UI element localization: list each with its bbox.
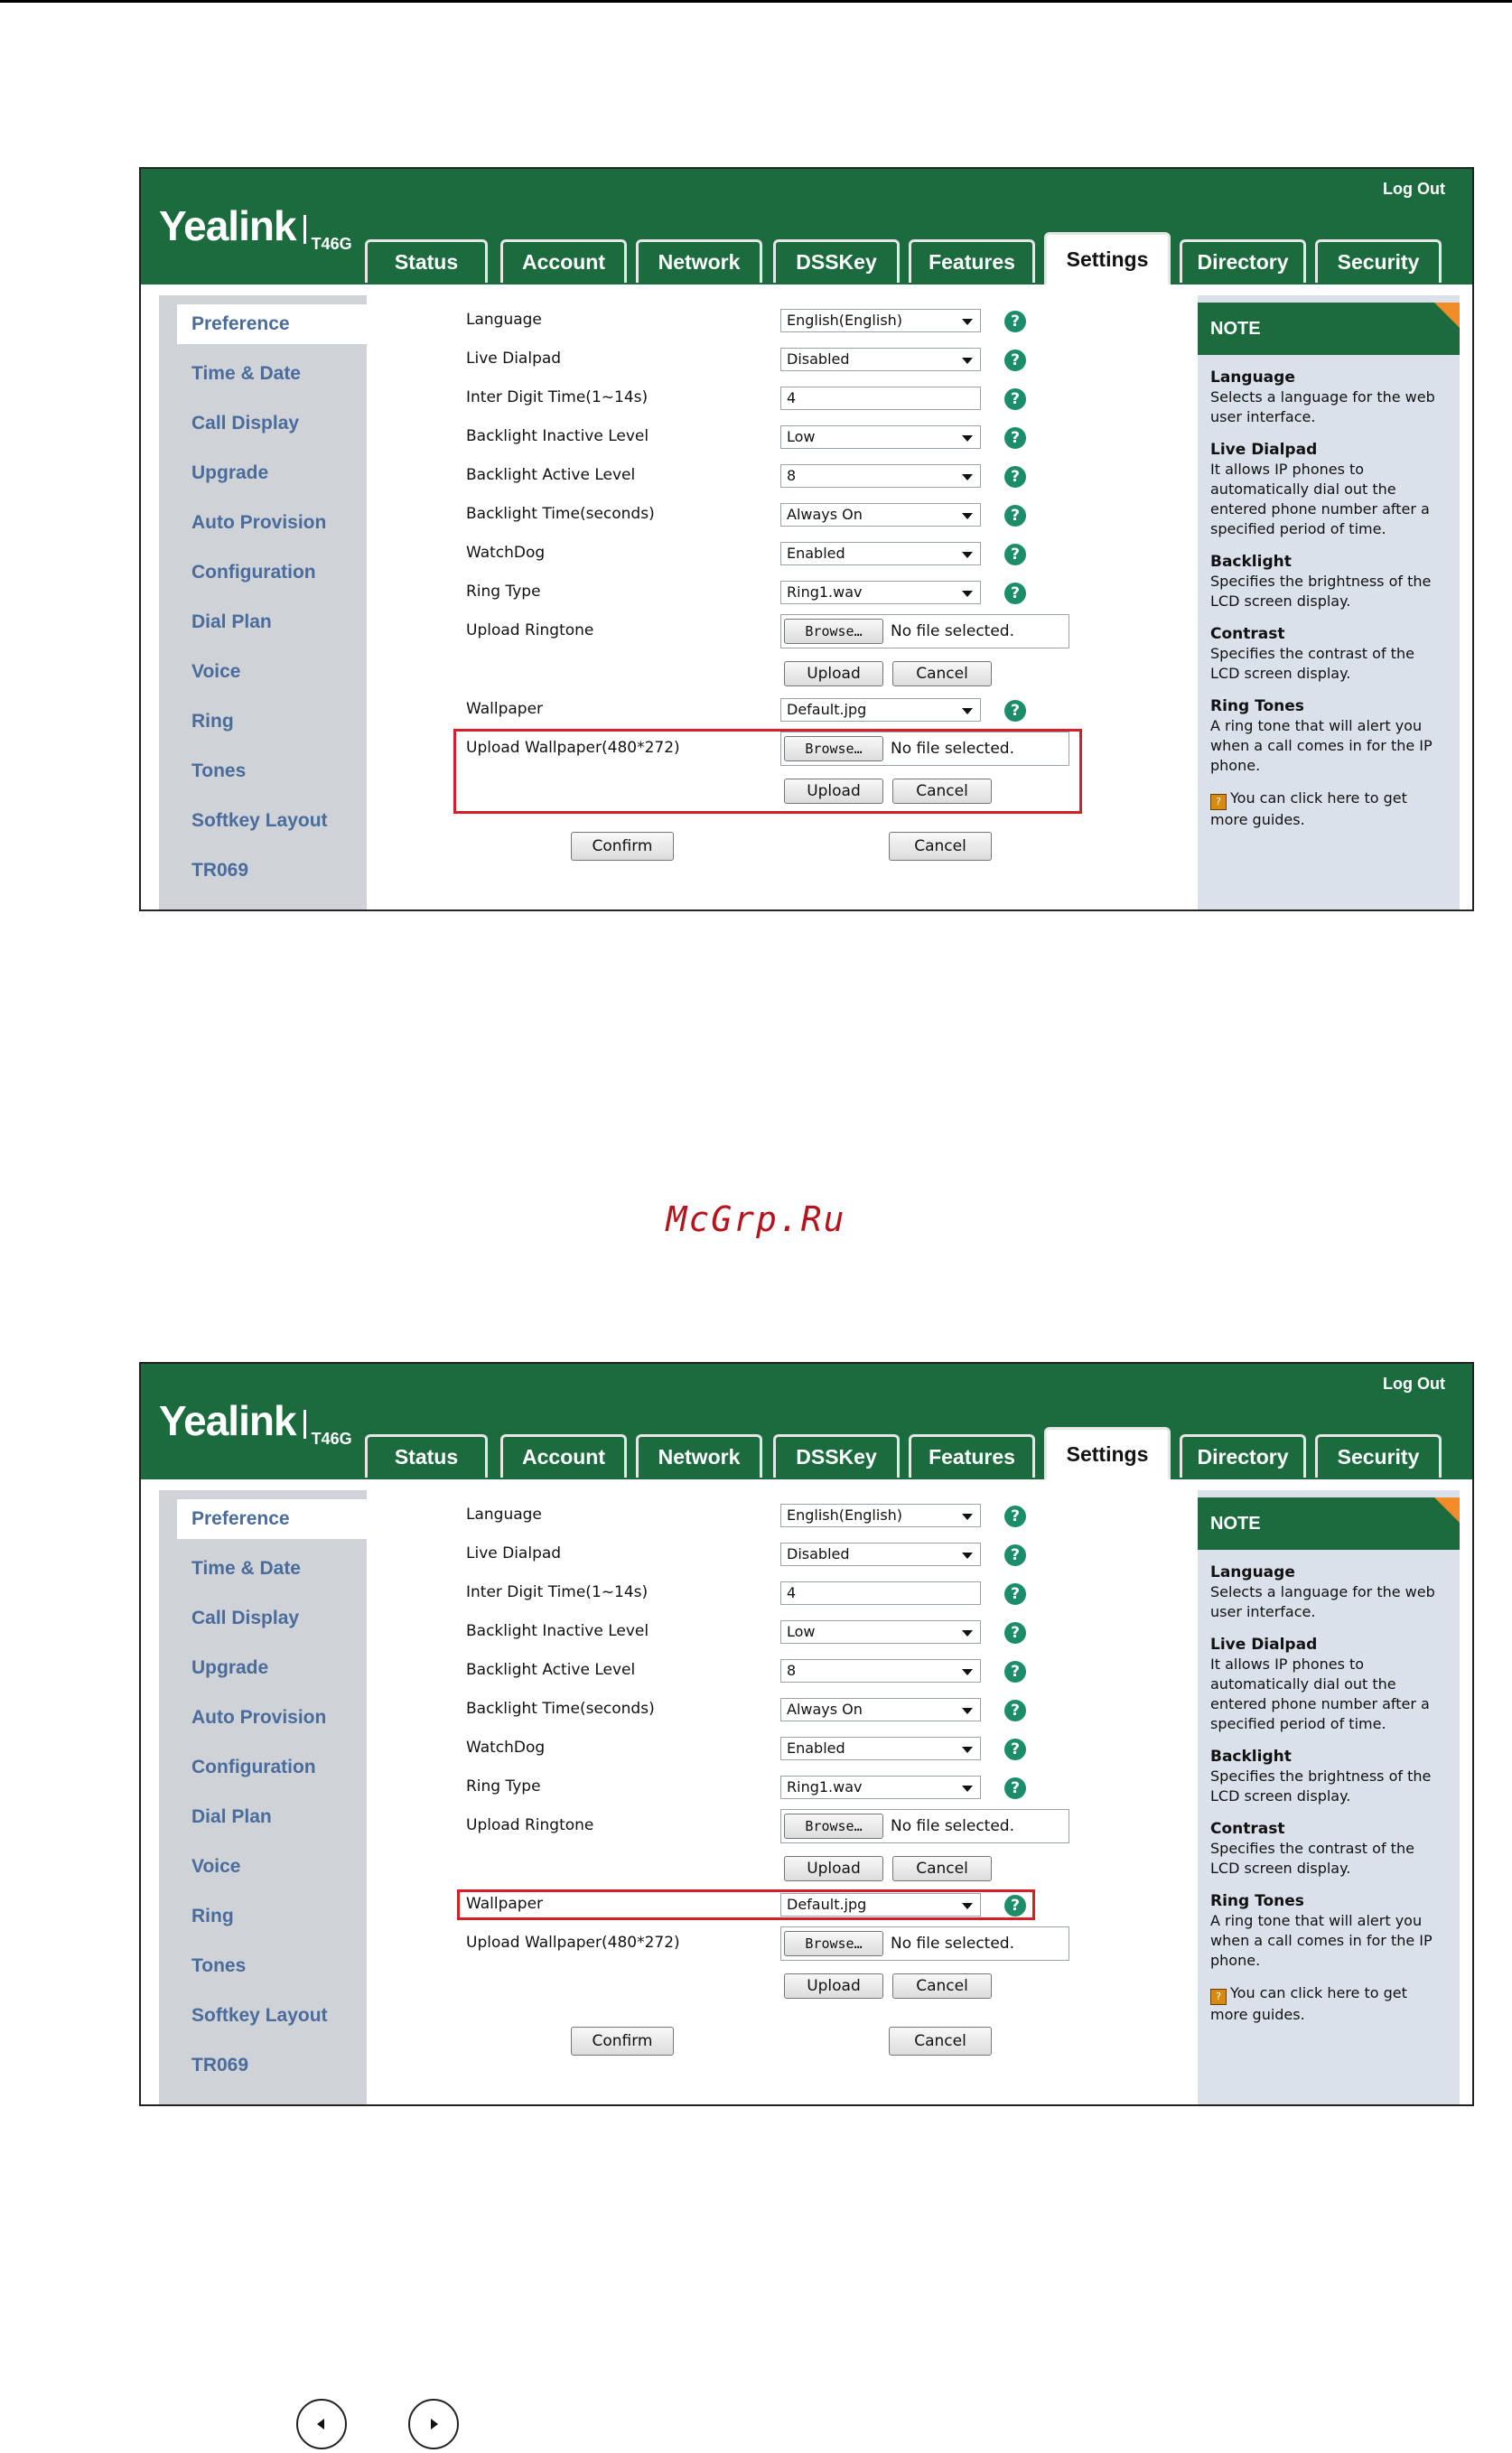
sidebar-item-ring[interactable]: Ring [191,1906,234,1926]
highlight-wallpaper [457,1889,1035,1920]
ring-type-select[interactable]: Ring1.wav [780,581,981,604]
wallpaper-label: Wallpaper [466,1895,544,1913]
help-icon[interactable]: ? [1004,1506,1026,1527]
note-section-text: Selects a language for the web user interface. [1210,388,1435,425]
backlight-inactive-select[interactable]: Low [780,1620,981,1644]
note-title: NOTE [1198,303,1460,355]
wallpaper-file-status: No file selected. [891,740,1014,758]
wallpaper-file-status: No file selected. [891,1935,1014,1953]
help-icon[interactable]: ? [1004,427,1026,449]
upload-ringtone-label: Upload Ringtone [466,621,594,639]
tab-account[interactable]: Account [500,239,627,283]
sidebar-item-tr069[interactable]: TR069 [191,860,249,881]
tab-settings[interactable]: Settings [1044,232,1171,284]
note-section-title: Language [1210,1563,1295,1581]
sidebar-item-time-date[interactable]: Time & Date [191,363,301,384]
backlight-time-select[interactable]: Always On [780,1698,981,1721]
guide-icon: ? [1210,794,1227,810]
help-icon[interactable]: ? [1004,1544,1026,1566]
tab-directory[interactable]: Directory [1180,1434,1306,1478]
cancel-wallpaper-button[interactable]: Cancel [892,779,992,804]
tab-network[interactable]: Network [636,239,762,283]
backlight-active-select[interactable]: 8 [780,1659,981,1683]
tab-directory[interactable]: Directory [1180,239,1306,283]
help-icon[interactable]: ? [1004,700,1026,722]
backlight-inactive-label: Backlight Inactive Level [466,427,649,445]
language-label: Language [466,1506,542,1524]
sidebar-item-call-display[interactable]: Call Display [191,1608,300,1628]
tab-dsskey[interactable]: DSSKey [773,239,900,283]
tab-security[interactable]: Security [1315,1434,1442,1478]
note-body [1210,1562,1447,2025]
help-icon[interactable]: ? [1004,1583,1026,1605]
guide-link[interactable]: ? You can click here to get more guides. [1210,1984,1407,2023]
sidebar-item-auto-provision[interactable]: Auto Provision [191,512,327,533]
backlight-inactive-select[interactable]: Low [780,425,981,449]
note-section-text: A ring tone that will alert you when a call comes in for the IP phone. [1210,1912,1433,1969]
help-icon[interactable]: ? [1004,1777,1026,1799]
upload-wallpaper-button[interactable]: Upload [784,779,883,804]
sidebar-item-preference[interactable]: Preference [191,1508,290,1529]
note-section-text: It allows IP phones to automatically dial out the entered phone number after a specified period of time. [1210,1656,1430,1732]
note-section-title: Backlight [1210,553,1292,571]
upload-ringtone-button[interactable]: Upload [784,661,883,686]
sidebar-item-configuration[interactable]: Configuration [191,1757,316,1777]
cancel-wallpaper-button[interactable]: Cancel [892,1973,992,1999]
help-icon[interactable]: ? [1004,544,1026,565]
note-section-text: Selects a language for the web user interface. [1210,1583,1435,1620]
ringtone-file-status: No file selected. [891,622,1014,640]
help-icon[interactable]: ? [1004,583,1026,604]
ring-type-label: Ring Type [466,1777,541,1795]
confirm-button[interactable]: Confirm [571,832,674,861]
wallpaper-select[interactable]: Default.jpg [780,1893,981,1917]
sidebar-item-tones[interactable]: Tones [191,760,247,781]
inter-digit-label: Inter Digit Time(1~14s) [466,388,649,406]
confirm-button[interactable]: Confirm [571,2027,674,2056]
note-section-title: Live Dialpad [1210,441,1318,459]
note-section-text: Specifies the contrast of the LCD screen display. [1210,645,1414,682]
help-icon[interactable]: ? [1004,1622,1026,1644]
sidebar-item-voice[interactable]: Voice [191,661,241,682]
browse-ringtone-button[interactable]: Browse… [784,619,883,644]
tab-features[interactable]: Features [909,239,1035,283]
live-dialpad-label: Live Dialpad [466,1544,562,1562]
sidebar-item-time-date[interactable]: Time & Date [191,1558,301,1579]
sidebar-item-tones[interactable]: Tones [191,1955,247,1976]
note-body [1210,368,1447,830]
backlight-inactive-label: Backlight Inactive Level [466,1622,649,1640]
help-icon[interactable]: ? [1004,1739,1026,1760]
browse-wallpaper-button[interactable]: Browse… [784,1931,883,1956]
next-page-button[interactable] [408,2399,459,2449]
note-section-text: Specifies the brightness of the LCD screen display. [1210,1767,1432,1805]
chevron-right-icon [425,2415,443,2433]
sidebar-item-voice[interactable]: Voice [191,1856,241,1877]
note-section-title: Contrast [1210,1820,1285,1838]
note-section-text: Specifies the brightness of the LCD screen display. [1210,573,1432,610]
help-icon[interactable]: ? [1004,1895,1026,1917]
watchdog-label: WatchDog [466,544,546,562]
tab-status[interactable]: Status [365,1434,488,1478]
help-icon[interactable]: ? [1004,466,1026,488]
note-section-title: Contrast [1210,625,1285,643]
inter-digit-input[interactable]: 4 [780,1581,981,1605]
watchdog-select[interactable]: Enabled [780,542,981,565]
tab-status[interactable]: Status [365,239,488,283]
tab-network[interactable]: Network [636,1434,762,1478]
sidebar-item-softkey-layout[interactable]: Softkey Layout [191,2005,328,2026]
upload-ringtone-label: Upload Ringtone [466,1816,594,1834]
tab-features[interactable]: Features [909,1434,1035,1478]
sidebar-item-ring[interactable]: Ring [191,711,234,732]
help-icon[interactable]: ? [1004,1661,1026,1683]
brand-logo: Yealink $_{T46G}$ [159,202,352,253]
sidebar-item-softkey-layout[interactable]: Softkey Layout [191,810,328,831]
sidebar-item-dial-plan[interactable]: Dial Plan [191,611,272,632]
note-corner [1434,303,1460,328]
note-section-title: Backlight [1210,1748,1292,1766]
help-icon[interactable]: ? [1004,311,1026,332]
inter-digit-input[interactable]: 4 [780,387,981,410]
browse-wallpaper-button[interactable]: Browse… [784,736,883,761]
sidebar-item-configuration[interactable]: Configuration [191,562,316,583]
note-section-text: It allows IP phones to automatically dial out the entered phone number after a specified period of time. [1210,461,1430,537]
watermark: McGrp.Ru [666,1199,846,1239]
sidebar-item-upgrade[interactable]: Upgrade [191,462,269,483]
backlight-active-label: Backlight Active Level [466,1661,636,1679]
sidebar-item-upgrade[interactable]: Upgrade [191,1657,269,1678]
logout-link[interactable]: Log Out [1383,1375,1445,1393]
language-label: Language [466,311,542,329]
live-dialpad-select[interactable]: Disabled [780,348,981,371]
chevron-left-icon [313,2415,331,2433]
upload-wallpaper-label: Upload Wallpaper(480*272) [466,1934,680,1952]
watchdog-label: WatchDog [466,1739,546,1757]
backlight-time-label: Backlight Time(seconds) [466,505,655,523]
brand-logo: Yealink $_{T46G}$ [159,1397,352,1448]
watchdog-select[interactable]: Enabled [780,1737,981,1760]
backlight-time-label: Backlight Time(seconds) [466,1700,655,1718]
top-rule [0,0,1512,3]
note-section-text: A ring tone that will alert you when a call comes in for the IP phone. [1210,717,1433,774]
browse-ringtone-button[interactable]: Browse… [784,1814,883,1839]
tab-security[interactable]: Security [1315,239,1442,283]
cancel-button[interactable]: Cancel [889,832,992,861]
help-icon[interactable]: ? [1004,388,1026,410]
note-section-title: Ring Tones [1210,697,1304,715]
language-select[interactable]: English(English) [780,1504,981,1527]
note-section-title: Ring Tones [1210,1892,1304,1910]
highlight-upload-wallpaper [453,729,1082,814]
ringtone-file-status: No file selected. [891,1817,1014,1835]
upload-wallpaper-label: Upload Wallpaper(480*272) [466,739,680,757]
screenshot-upload-wallpaper [139,167,1474,911]
tab-settings[interactable]: Settings [1044,1427,1171,1479]
cancel-button[interactable]: Cancel [889,2027,992,2056]
cancel-ringtone-button[interactable]: Cancel [892,661,992,686]
help-icon[interactable]: ? [1004,350,1026,371]
sidebar-item-auto-provision[interactable]: Auto Provision [191,1707,327,1728]
tab-dsskey[interactable]: DSSKey [773,1434,900,1478]
upload-wallpaper-button[interactable]: Upload [784,1973,883,1999]
cancel-ringtone-button[interactable]: Cancel [892,1856,992,1881]
live-dialpad-label: Live Dialpad [466,350,562,368]
sidebar-item-dial-plan[interactable]: Dial Plan [191,1806,272,1827]
backlight-time-select[interactable]: Always On [780,503,981,527]
prev-page-button[interactable] [296,2399,347,2449]
note-corner [1434,1497,1460,1523]
sidebar-item-call-display[interactable]: Call Display [191,413,300,434]
upload-ringtone-button[interactable]: Upload [784,1856,883,1881]
wallpaper-label: Wallpaper [466,700,544,718]
backlight-active-select[interactable]: 8 [780,464,981,488]
guide-link[interactable]: ? You can click here to get more guides. [1210,789,1407,828]
tab-account[interactable]: Account [500,1434,627,1478]
screenshot-select-wallpaper [139,1362,1474,2106]
note-title: NOTE [1198,1497,1460,1550]
logout-link[interactable]: Log Out [1383,180,1445,198]
ring-type-select[interactable]: Ring1.wav [780,1776,981,1799]
guide-icon: ? [1210,1989,1227,2005]
backlight-active-label: Backlight Active Level [466,466,636,484]
sidebar-item-tr069[interactable]: TR069 [191,2055,249,2075]
note-section-title: Language [1210,368,1295,387]
language-select[interactable]: English(English) [780,309,981,332]
note-section-text: Specifies the contrast of the LCD screen display. [1210,1840,1414,1877]
sidebar-item-preference[interactable]: Preference [191,313,290,334]
help-icon[interactable]: ? [1004,1700,1026,1721]
inter-digit-label: Inter Digit Time(1~14s) [466,1583,649,1601]
note-section-title: Live Dialpad [1210,1636,1318,1654]
ring-type-label: Ring Type [466,583,541,601]
help-icon[interactable]: ? [1004,505,1026,527]
wallpaper-select[interactable]: Default.jpg [780,698,981,722]
live-dialpad-select[interactable]: Disabled [780,1543,981,1566]
